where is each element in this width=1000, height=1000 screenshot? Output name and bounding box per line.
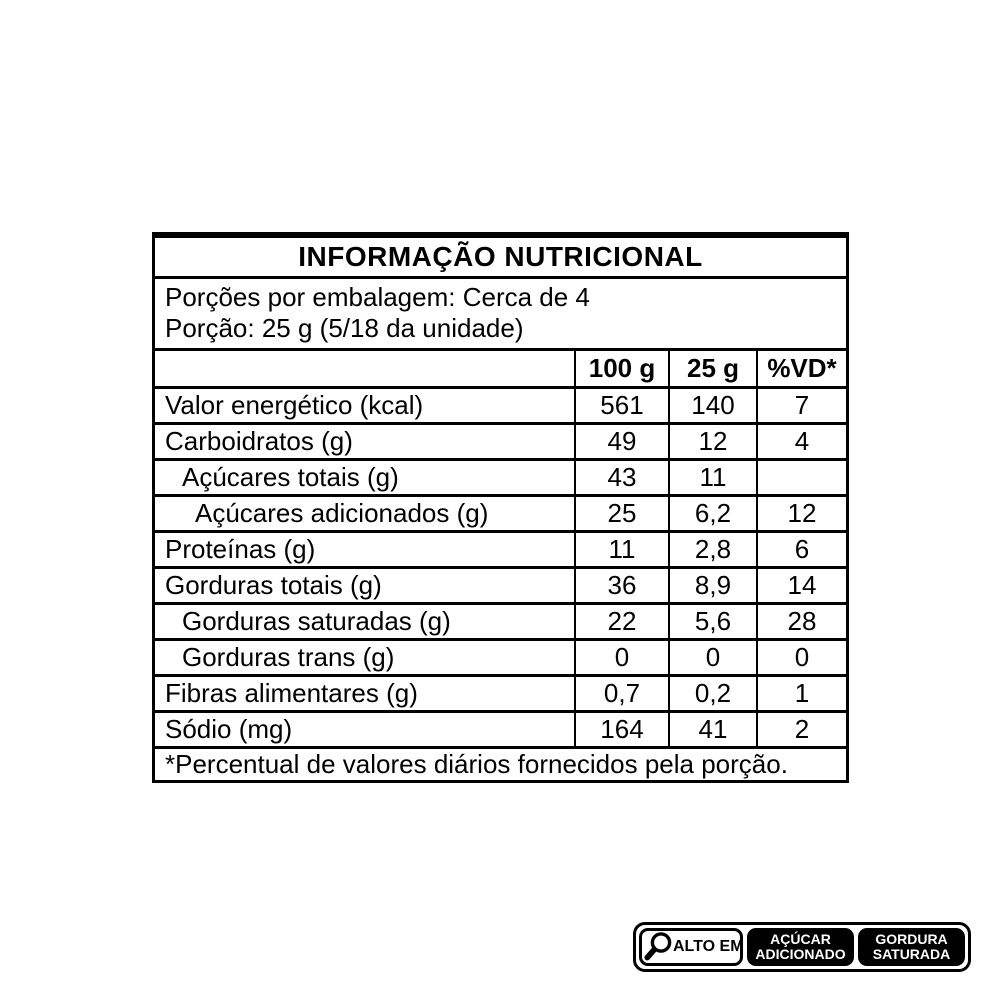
value-vd: 4 [756,425,846,458]
value-vd: 7 [756,389,846,422]
value-100g: 164 [574,713,668,746]
header-25g: 25 g [668,351,756,386]
row-label: Carboidratos (g) [165,425,353,456]
row-label: Gorduras totais (g) [165,569,382,600]
saturated-fat-badge [858,928,965,966]
alto-em-badge [639,928,743,966]
saturated-fat-line1: GORDURA [875,931,948,947]
value-100g: 0 [574,641,668,674]
portion-size: Porção: 25 g (5/18 da unidade) [165,313,524,343]
value-100g: 561 [574,389,668,422]
row-label: Valor energético (kcal) [165,389,424,420]
value-25g: 11 [668,461,756,494]
table-row-fiber [155,674,846,710]
table-row-carbs [155,422,846,458]
row-label: Sódio (mg) [165,713,293,744]
value-25g: 8,9 [668,569,756,602]
header-vd: %VD* [756,351,846,386]
row-label: Fibras alimentares (g) [165,677,418,708]
value-vd: 14 [756,569,846,602]
value-100g: 43 [574,461,668,494]
value-100g: 22 [574,605,668,638]
value-25g: 12 [668,425,756,458]
value-25g: 41 [668,713,756,746]
table-row-added-sugars [155,494,846,530]
nutrition-table [152,232,849,783]
value-25g: 0 [668,641,756,674]
added-sugar-badge [747,928,854,966]
added-sugar-line2: ADICIONADO [755,946,846,962]
value-vd: 6 [756,533,846,566]
header-empty [155,351,574,386]
value-25g: 2,8 [668,533,756,566]
value-100g: 25 [574,497,668,530]
table-row-total-sugars [155,458,846,494]
value-100g: 49 [574,425,668,458]
column-header-row [155,348,846,386]
value-25g: 140 [668,389,756,422]
row-label: Açúcares totais (g) [182,461,399,492]
alto-em-label: ALTO EM [673,938,744,955]
table-row-total-fat [155,566,846,602]
value-100g: 36 [574,569,668,602]
table-row-protein [155,530,846,566]
serving-info [155,276,846,348]
value-vd: 1 [756,677,846,710]
warning-seal [633,922,971,972]
value-vd: 0 [756,641,846,674]
row-label: Proteínas (g) [165,533,316,564]
table-row-saturated-fat [155,602,846,638]
magnifier-icon [642,930,676,964]
value-25g: 6,2 [668,497,756,530]
table-title: INFORMAÇÃO NUTRICIONAL [155,235,846,276]
value-25g: 5,6 [668,605,756,638]
added-sugar-line1: AÇÚCAR [770,931,831,947]
row-label: Gorduras trans (g) [182,641,395,672]
row-label: Gorduras saturadas (g) [182,605,451,636]
table-row-trans-fat [155,638,846,674]
value-vd: 12 [756,497,846,530]
value-vd: 28 [756,605,846,638]
table-row-sodium [155,710,846,746]
table-footnote: *Percentual de valores diários fornecidos pela porção. [155,746,846,780]
row-label: Açúcares adicionados (g) [195,497,489,528]
value-25g: 0,2 [668,677,756,710]
servings-per-package: Porções por embalagem: Cerca de 4 [165,282,590,312]
header-100g: 100 g [574,351,668,386]
saturated-fat-line2: SATURADA [872,946,951,962]
table-row-energy [155,386,846,422]
value-vd [756,461,846,494]
value-100g: 0,7 [574,677,668,710]
value-vd: 2 [756,713,846,746]
value-100g: 11 [574,533,668,566]
